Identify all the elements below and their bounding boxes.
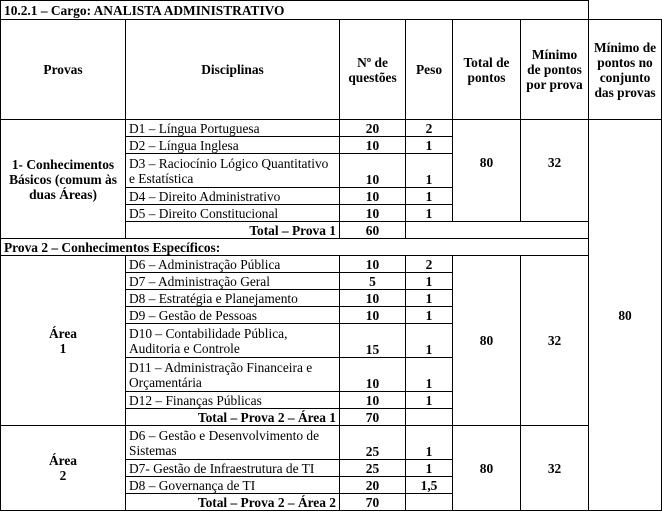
table-row-peso: 1 [406,205,453,222]
table-row-questoes: 15 [340,324,406,358]
empty-cell [406,409,453,426]
area2-minimo: 32 [521,426,589,511]
table-row-questoes: 10 [340,205,406,222]
area1-minimo: 32 [521,256,589,426]
table-row-questoes: 25 [340,460,406,477]
table-row-peso: 1 [406,188,453,205]
table-row-questoes: 10 [340,290,406,307]
prova1-total-pontos: 80 [453,120,521,222]
table-row-peso: 1 [406,290,453,307]
header-peso: Peso [406,20,453,120]
area1-label-line1: Área [48,325,77,341]
table-row-questoes: 20 [340,120,406,137]
empty-cell [406,222,589,239]
area1-total-value: 70 [340,409,406,426]
prova1-minimo: 32 [521,120,589,222]
area1-total-pontos: 80 [453,256,521,426]
header-provas: Provas [1,20,126,120]
table-row-disciplina: D8 – Governança de TI [126,477,340,494]
table-row-questoes: 5 [340,273,406,290]
table-row-disciplina: D10 – Contabilidade Pública, Auditoria e Controle [126,324,340,358]
table-row-peso: 2 [406,256,453,273]
table-row-questoes: 10 [340,358,406,392]
table-row-peso: 2 [406,120,453,137]
table-row-disciplina: D9 – Gestão de Pessoas [126,307,340,324]
table-row-disciplina: D6 – Gestão e Desenvolvimento de Sistemas [126,426,340,460]
table-row-peso: 1 [406,154,453,188]
area2-total-label: Total – Prova 2 – Área 2 [126,494,340,511]
area1-label [1,256,126,426]
area1-label-line2: 1 [59,340,67,356]
header-minimo-prova: Mínimo de pontos por prova [521,20,589,120]
area2-label-line1: Área [48,453,77,468]
area1-total-label: Total – Prova 2 – Área 1 [126,409,340,426]
table-row-disciplina: D7- Gestão de Infraestrutura de TI [126,460,340,477]
table-row-questoes: 10 [340,188,406,205]
table-row-disciplina: D12 – Finanças Públicas [126,392,340,409]
table-row-disciplina: D8 – Estratégia e Planejamento [126,290,340,307]
table-row-peso: 1 [406,460,453,477]
table-row-peso: 1 [406,273,453,290]
table-row-peso: 1 [406,392,453,409]
table-row-disciplina: D3 – Raciocínio Lógico Quantitativo e Estatística [126,154,340,188]
table-row-disciplina: D2 – Língua Inglesa [126,137,340,154]
table-row-questoes: 25 [340,426,406,460]
table-row-disciplina: D7 – Administração Geral [126,273,340,290]
area2-label-line2: 2 [59,468,67,483]
area2-label [1,426,126,511]
section-title: 10.2.1 – Cargo: ANALISTA ADMINISTRATIVO [1,1,589,20]
table-row-peso: 1 [406,324,453,358]
area2-total-value: 70 [340,494,406,511]
table-row-disciplina: D6 – Administração Pública [126,256,340,273]
table-row-disciplina: D11 – Administração Financeira e Orçamentária [126,358,340,392]
header-n-questoes: Nº de questões [340,20,406,120]
table-row-questoes: 10 [340,154,406,188]
table-row-peso: 1 [406,426,453,460]
header-minimo-conjunto: Mínimo de pontos no conjunto das provas [589,20,662,120]
prova1-label: 1- Conhecimentos Básicos (comum às duas Áreas) [1,120,126,239]
table-row-peso: 1,5 [406,477,453,494]
table-row-peso: 1 [406,307,453,324]
empty-cell [406,494,453,511]
prova2-title: Prova 2 – Conhecimentos Específicos: [1,239,589,256]
table-row-peso: 1 [406,137,453,154]
table-row-disciplina: D1 – Língua Portuguesa [126,120,340,137]
table-row-questoes: 10 [340,392,406,409]
prova1-total-value: 60 [340,222,406,239]
prova1-total-label: Total – Prova 1 [126,222,340,239]
table-row-disciplina: D5 – Direito Constitucional [126,205,340,222]
table-row-questoes: 10 [340,256,406,273]
table-row-questoes: 20 [340,477,406,494]
header-disciplinas: Disciplinas [126,20,340,120]
area2-total-pontos: 80 [453,426,521,511]
table-row-disciplina: D4 – Direito Administrativo [126,188,340,205]
header-total-pontos: Total de pontos [453,20,521,120]
table-row-questoes: 10 [340,307,406,324]
minimo-conjunto-value: 80 [589,120,662,511]
table-row-questoes: 10 [340,137,406,154]
table-row-peso: 1 [406,358,453,392]
